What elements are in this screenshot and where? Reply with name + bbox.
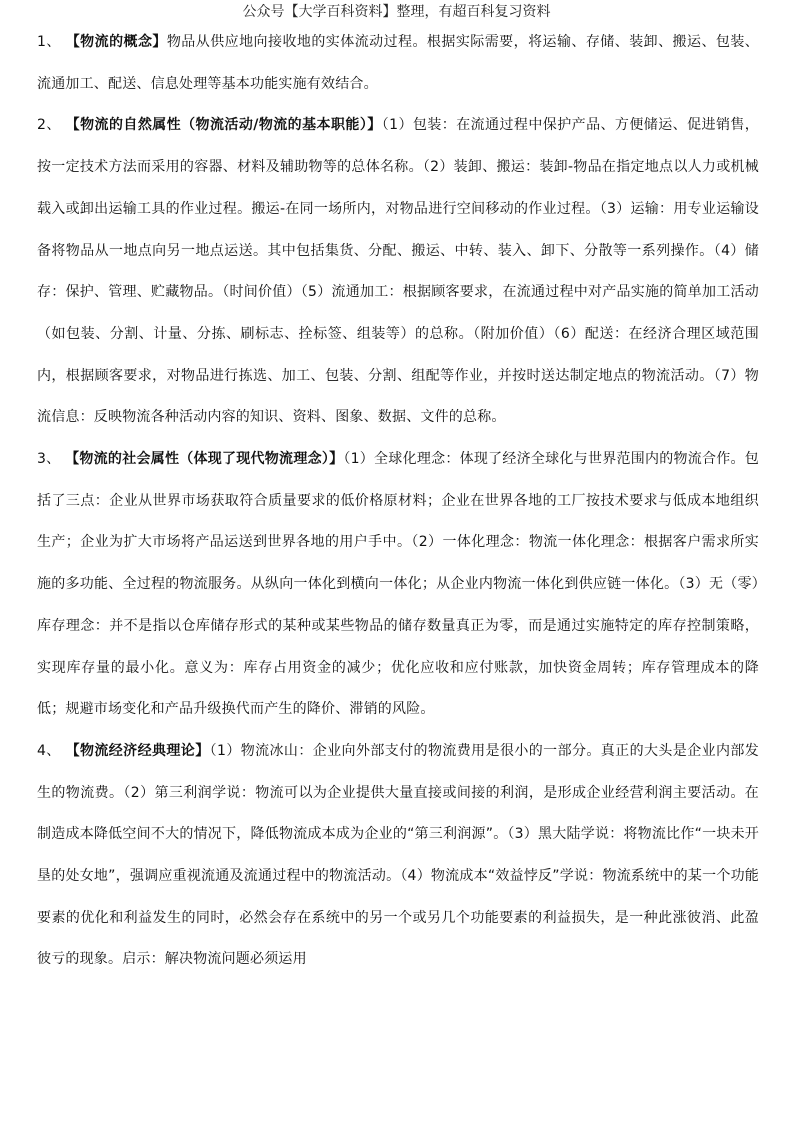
section-number: 2、 bbox=[37, 117, 61, 134]
section-term: 【物流的社会属性（体现了现代物流理念）】 bbox=[65, 451, 344, 468]
section-term: 【物流经济经典理论】 bbox=[65, 742, 210, 759]
section-number: 4、 bbox=[37, 742, 61, 759]
document-body bbox=[37, 22, 759, 981]
section-text: （1）包装：在流通过程中保护产品、方便储运、促进销售，按一定技术方法而采用的容器、材料及辅助物等的总体名称。（2）装卸、搬运：装卸-物品在指定地点以人力或机械载入或卸出运输工具的作业过程。搬运-在同一场所内，对物品进行空间移动的作业过程。（3）运输：用专业运输设备将物品从一地点向另一地点运送。其中包括集货、分配、搬运、中转、装入、卸下、分散等一系列操作。（4）储存：保护、管理、贮藏物品。（时间价值）（5）流通加工：根据顾客要求，在流通过程中对产品实施的简单加工活动（如包装、分割、计量、分拣、刷标志、拴标签、组装等）的总称。（附加价值）（6）配送：在经济合理区域范围内，根据顾客要求，对物品进行拣选、加工、包装、分割、组配等作业，并按时送达制定地点的物流活动。（7）物流信息：反映物流各种活动内容的知识、资料、图象、数据、文件的总称。 bbox=[37, 117, 760, 426]
section-economic-theories bbox=[37, 731, 759, 981]
section-logistics-concept bbox=[37, 22, 759, 105]
page-header: 公众号【大学百科资料】整理，有超百科复习资料 bbox=[242, 4, 551, 20]
section-natural-attributes bbox=[37, 105, 759, 439]
section-text: （1）物流冰山：企业向外部支付的物流费用是很小的一部分。真正的大头是企业内部发生的物流费。（2）第三利润学说：物流可以为企业提供大量直接或间接的利润，是形成企业经营利润主要活动。在制造成本降低空间不大的情况下，降低物流成本成为企业的“第三利润源”。（3）黑大陆学说：将物流比作“一块未开垦的处女地”，强调应重视流通及流通过程中的物流活动。（4）物流成本“效益悖反”学说：物流系统中的某一个功能要素的优化和利益发生的同时，必然会存在系统中的另一个或另几个功能要素的利益损失，是一种此涨彼消、此盈彼亏的现象。启示：解决物流问题必须运用 bbox=[37, 742, 759, 968]
section-term: 【物流的自然属性（物流活动/物流的基本职能）】 bbox=[65, 117, 382, 134]
section-text: （1）全球化理念：体现了经济全球化与世界范围内的物流合作。包括了三点：企业从世界市场获取符合质量要求的低价格原材料；企业在世界各地的工厂按技术要求与低成本地组织生产；企业为扩大市场将产品运送到世界各地的用户手中。（2）一体化理念：物流一体化理念：根据客户需求所实施的多功能、全过程的物流服务。从纵向一体化到横向一体化；从企业内物流一体化到供应链一体化。（3）无（零）库存理念：并不是指以仓库储存形式的某种或某些物品的储存数量真正为零，而是通过实施特定的库存控制策略，实现库存量的最小化。意义为：库存占用资金的减少；优化应收和应付账款，加快资金周转；库存管理成本的降低；规避市场变化和产品升级换代而产生的降价、滞销的风险。 bbox=[37, 451, 760, 718]
section-term: 【物流的概念】 bbox=[65, 34, 167, 50]
section-text: 物品从供应地向接收地的实体流动过程。根据实际需要，将运输、存储、装卸、搬运、包装、流通加工、配送、信息处理等基本功能实施有效结合。 bbox=[37, 34, 759, 92]
section-number: 3、 bbox=[37, 451, 61, 468]
section-number: 1、 bbox=[37, 34, 61, 50]
section-social-attributes bbox=[37, 439, 759, 731]
